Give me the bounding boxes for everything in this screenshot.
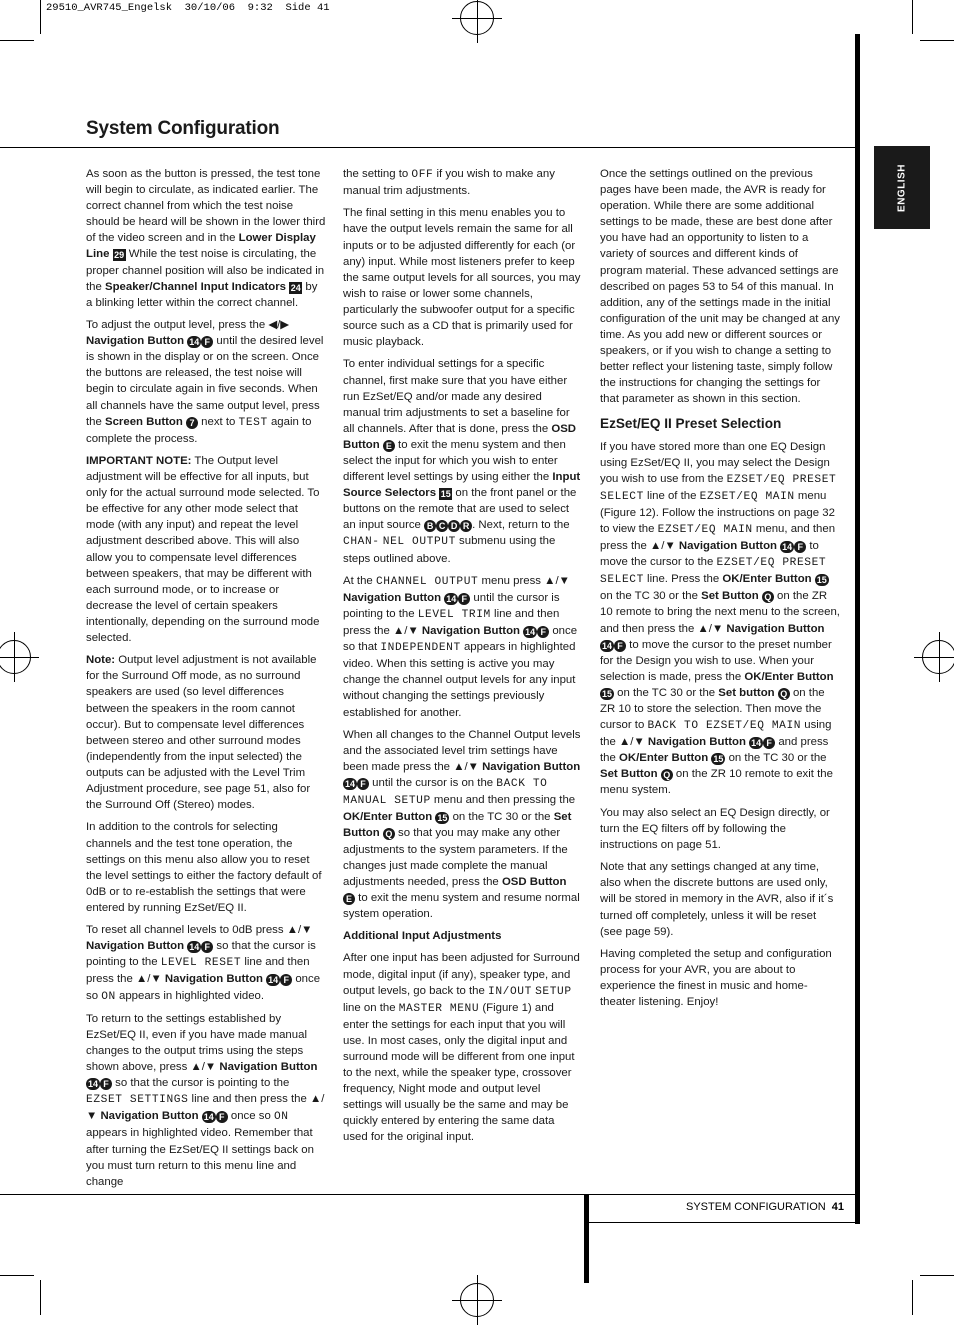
text-run: so that the cursor is pointing to the — [112, 1077, 290, 1090]
menu-term: LEVEL RESET — [160, 957, 242, 970]
menu-term: NEL OUTPUT — [382, 536, 456, 549]
menu-term: LEVEL TRIM — [417, 609, 491, 621]
text-run: Output level adjustment is not available for the Surround Off mode, as no surround speakers are used (so level differences between the speakers in the room cannot occur). But to compensate level differences between stereo and other surround modes (independently from the input selected) the outputs can be adjusted with the Level Trim Adjustment procedure, see page 51, also for the Surround Off (Stereo) modes. — [86, 654, 317, 812]
footer-rule-short — [584, 1222, 860, 1223]
registration-mark — [460, 1283, 494, 1317]
text-run: menu press — [478, 574, 545, 587]
paragraph: Having completed the setup and configuration process for your AVR, you are about to experience the finest in music and home-theater listening. Enjoy! — [600, 947, 832, 1009]
paragraph — [343, 727, 581, 922]
bold-label: Navigation Button — [482, 761, 581, 774]
text-run: line and then press the — [343, 608, 560, 638]
text-run: line on the — [343, 1001, 399, 1014]
text-run: on the ZR 10 remote to bring the next menu to the screen, and then press the — [600, 590, 840, 635]
button-badge-icon: Q — [778, 688, 790, 700]
bold-label: OK/Enter Button — [744, 670, 834, 683]
button-badge-icon: F — [458, 593, 470, 605]
text-run: on the TC 30 or the — [600, 590, 702, 603]
text-run: To reset all channel levels to 0dB press — [86, 924, 287, 937]
registration-mark — [0, 640, 31, 674]
text-run: line and then press the — [188, 1093, 310, 1106]
button-badge-icon: F — [763, 737, 775, 749]
text-run: menu, and then press the — [600, 522, 836, 553]
button-badge-icon: 14 — [782, 542, 793, 553]
text-run: appears in highlighted video. When this setting is active you may change the channel output levels for any input without changing the settings previously established for another. — [343, 641, 576, 719]
crop-mark — [912, 1280, 913, 1315]
bold-label: Navigation Button — [100, 1110, 199, 1123]
button-badge-icon: 15 — [713, 754, 724, 765]
paragraph — [343, 950, 581, 1145]
page-footer — [686, 1201, 844, 1213]
menu-term: SETUP — [535, 985, 572, 998]
menu-term: CHANNEL OUTPUT — [375, 575, 479, 588]
bold-label: Set Button — [600, 768, 658, 781]
bold-label: Navigation Button — [343, 591, 442, 604]
text-run: As soon as the button is pressed, the test tone will begin to circulate, as indicated earlier. The correct channel from which the test noise should be heard will be shown in the lower third of the video screen and in the — [86, 168, 326, 245]
button-badge-icon: F — [537, 626, 549, 638]
crop-mark — [0, 1275, 34, 1276]
paragraph — [86, 317, 326, 447]
text-run: and press the — [600, 736, 829, 765]
text-run: to move the cursor to the preset number for the Design you wish to use. When your selection is made, press the — [600, 638, 832, 683]
text-run: ▲/▼ — [86, 1093, 325, 1123]
crop-mark — [40, 0, 41, 34]
text-run: ▲/▼ — [136, 973, 162, 986]
button-badge-icon: Q — [383, 828, 395, 840]
button-badge-icon: Q — [762, 591, 774, 603]
text-run: The Output level adjustment will be effective for all inputs, but only for the actual surround mode selected. To be effective for any other mode select that mode (with any input) and repeat the level adjustment described above. This will also allow you to compensate level differences between speakers, that may be different with each surround mode, or to increase or decrease the level of certain speakers intentionally, depending on the surround mode selected. — [86, 454, 320, 644]
text-run: to exit the menu system and resume normal system operation. — [343, 891, 580, 920]
text-run: line and then press the — [86, 956, 310, 986]
button-badge-icon: F — [201, 336, 213, 348]
menu-term: BACK TO EZSET/EQ MAIN — [647, 720, 802, 733]
menu-term: EZSET/EQ PRESET — [726, 473, 837, 486]
button-badge-icon: F — [216, 1111, 228, 1123]
text-run: ◀/▶ — [268, 319, 290, 332]
text-run: If you have stored more than one EQ Design using EzSet/EQ II, you may select the Design you wish to use from the — [600, 440, 830, 485]
text-run: line of the — [643, 489, 700, 502]
button-badge-icon: F — [280, 974, 292, 986]
paragraph — [343, 356, 581, 566]
text-run: When all changes to the Channel Output levels and the associated level trim settings have been made press the — [343, 728, 581, 774]
text-run: At the — [343, 574, 376, 587]
text-run: appears in highlighted video. Remember that after turning the EzSet/EQ II settings back on you must turn return to this menu line and change — [86, 1127, 314, 1188]
menu-term: EZSET SETTINGS — [86, 1094, 189, 1107]
text-run: using the — [600, 719, 832, 749]
text-run: ▲/▼ — [650, 540, 676, 553]
bold-label: Screen Button — [105, 415, 183, 428]
text-run: (Figure 1) and enter the settings for each input that you will use. In most cases, only the digital input and surround mode will be different from one input to the next, while the speaker type, crossover frequency, Night mode and output level settings will usually be the same and may be quickly entered by entering the same data used for the original input. — [343, 1001, 575, 1144]
bold-label: Navigation Button — [219, 1061, 318, 1074]
column-3 — [600, 166, 840, 1016]
text-run: on the ZR 10 to store the selection. Then move the cursor to — [600, 686, 825, 732]
menu-term: CHAN- — [343, 536, 380, 549]
menu-term: TEST — [238, 416, 268, 429]
button-badge-icon: E — [343, 893, 355, 905]
button-badge-icon: 7 — [186, 417, 198, 429]
text-run: menu and then pressing the — [430, 794, 576, 807]
text-run: on the TC 30 or the — [614, 686, 719, 699]
button-badge-icon: 14 — [203, 1112, 214, 1123]
button-badge-icon: E — [383, 440, 395, 452]
button-badge-icon: F — [614, 640, 626, 652]
text-run: After one input has been adjusted for Surround mode, digital input (if any), speaker type, and output levels, go back to the — [343, 952, 580, 997]
text-run: ▲/▼ — [619, 736, 645, 749]
text-run: next to — [198, 415, 239, 428]
button-badge-icon: F — [794, 541, 806, 553]
text-run: to move the cursor to the — [600, 540, 819, 569]
bold-label: OK/Enter Button — [722, 573, 812, 586]
footer-section: SYSTEM CONFIGURATION — [686, 1201, 826, 1213]
page-title: System Configuration — [86, 118, 280, 139]
paragraph — [343, 573, 581, 721]
paragraph: Note that any settings changed at any time, also when the discrete buttons are used only, will be stored in memory in the AVR, also if it´s turned off completely, unless it will be reset (see page 59). — [600, 861, 834, 938]
bold-label: Navigation Button — [86, 940, 185, 953]
text-run: menu (Figure 12). Follow the instructions on page 32 to view the — [600, 489, 835, 535]
text-run: To return to the settings established by EzSet/EQ II, even if you have made manual changes to the output trims using the steps shown above, press — [86, 1012, 307, 1074]
menu-term: MASTER MENU — [398, 1002, 480, 1015]
column-2 — [343, 166, 581, 1152]
text-run: ▲/▼ — [697, 622, 724, 635]
language-tab — [874, 146, 930, 229]
page-number: 41 — [831, 1201, 844, 1213]
bold-label: OSD Button — [343, 422, 577, 451]
text-run: submenu using the steps outlined above. — [343, 535, 556, 565]
paragraph — [600, 439, 840, 799]
text-run: once so — [227, 1110, 274, 1123]
button-badge-icon: 14 — [602, 640, 613, 651]
paragraph — [86, 652, 326, 813]
text-run: To enter individual settings for a specific channel, first make sure that you have either run EzSet/EQ and/or made any desired manual trim adjustments to set a baseline for all channels. After that is done, press the — [343, 358, 570, 435]
button-badge-icon: 15 — [816, 575, 827, 586]
paragraph — [86, 166, 326, 311]
text-run: appears in highlighted video. — [115, 989, 265, 1002]
text-run: until the cursor is pointing to the — [343, 591, 560, 620]
text-run: so that the cursor is pointing to the — [86, 940, 316, 969]
button-badge-icon: R — [460, 520, 472, 532]
text-run: by a blinking letter within the correct channel. — [86, 280, 318, 309]
menu-term: MANUAL SETUP — [343, 795, 431, 808]
text-run: ▲/▼ — [393, 625, 419, 638]
text-run: To adjust the output level, press the — [86, 319, 269, 332]
column-1 — [86, 166, 326, 1196]
menu-term: EZSET/EQ MAIN — [657, 523, 753, 536]
bold-label: Set Button — [701, 590, 759, 603]
bold-label: Navigation Button — [647, 736, 746, 749]
button-badge-icon: B — [424, 520, 436, 532]
menu-term: ON — [273, 1111, 289, 1124]
text-run: ▲/▼ — [453, 761, 479, 774]
bold-label: Set button — [718, 686, 775, 699]
menu-term: INDEPENDENT — [380, 642, 461, 655]
menu-term: SELECT — [600, 490, 644, 503]
text-run: once so — [86, 973, 321, 1002]
bold-label: OSD Button — [501, 875, 567, 888]
bold-label: OK/Enter Button — [343, 811, 433, 824]
text-run: ▲/▼ — [544, 574, 570, 587]
text-run: the setting to — [343, 168, 412, 180]
text-run: to exit the menu system and then select the input for which you wish to enter different level settings by using either the — [343, 438, 566, 484]
menu-term: EZSET/EQ MAIN — [699, 490, 795, 503]
text-run: While the test noise is circulating, the proper channel position will also be indicated in the — [86, 248, 325, 293]
paragraph — [343, 166, 581, 199]
paragraph — [86, 922, 326, 1004]
bold-label: Note: — [86, 654, 116, 667]
menu-term: EZSET/EQ PRESET SELECT — [600, 557, 827, 587]
print-header: 29510_AVR745_Engelsk 30/10/06 9:32 Side 41 — [46, 2, 330, 14]
button-badge-icon: 14 — [189, 337, 200, 348]
bold-label: Navigation Button — [678, 540, 777, 553]
section-heading: EzSet/EQ II Preset Selection — [600, 416, 782, 432]
text-run: if you wish to make any manual trim adjustments. — [343, 168, 555, 198]
bold-label: OK/Enter Button — [619, 752, 709, 765]
menu-term: BACK TO — [496, 778, 548, 791]
button-badge-icon: F — [357, 778, 369, 790]
bold-label: Input Source Selectors — [343, 471, 581, 500]
menu-term: IN/OUT — [488, 985, 532, 998]
text-run: once so that — [343, 625, 578, 654]
crop-mark — [920, 40, 954, 41]
bold-label: Navigation Button — [86, 335, 185, 348]
button-badge-icon: F — [100, 1078, 112, 1090]
button-badge-icon: 14 — [268, 975, 279, 986]
bold-label: Navigation Button — [726, 622, 825, 635]
menu-term: ON — [101, 990, 116, 1003]
text-run: on the front panel or the buttons on the remote that are used to select an input source — [343, 487, 577, 532]
language-tab-label: ENGLISH — [896, 163, 908, 212]
bold-label: Speaker/Channel Input Indicators — [105, 280, 287, 293]
button-badge-icon: 14 — [525, 627, 536, 638]
button-badge-icon: 15 — [437, 813, 448, 824]
button-badge-icon: F — [201, 941, 213, 953]
paragraph — [86, 1011, 326, 1190]
paragraph — [86, 453, 326, 646]
badge-24: 24 — [290, 282, 301, 293]
text-run: so that you may make any other adjustments to the system parameters. If the changes just made complete the manual adjustments needed, press the — [343, 827, 568, 888]
button-badge-icon: 14 — [345, 779, 356, 790]
crop-mark — [40, 1280, 41, 1315]
paragraph: The final setting in this menu enables you to have the output levels remain the same for all inputs or to be adjusted differently for each (or any) input. While most listeners prefer to keep the same output levels for all sources, you may wish to raise or lower some channels, particularly the subwoofer output for a specific source such as a CD that is primarily used for music playback. — [343, 207, 581, 349]
footer-vertical-bar — [584, 1195, 589, 1283]
crop-mark — [920, 1275, 954, 1276]
bold-label: IMPORTANT NOTE: — [86, 454, 192, 467]
bold-label: Lower Display Line — [86, 232, 316, 261]
bold-label: Navigation Button — [164, 973, 263, 986]
text-run: line. Press the — [643, 573, 723, 586]
subheading: Additional Input Adjustments — [343, 930, 502, 943]
text-run: ▲/▼ — [190, 1061, 217, 1074]
button-badge-icon: 14 — [446, 593, 457, 604]
text-run: until the cursor is on the — [369, 777, 497, 790]
text-run: . Next, return to the — [472, 519, 570, 532]
button-badge-icon: 15 — [440, 489, 451, 500]
header-rule — [0, 147, 858, 148]
badge-29: 29 — [114, 250, 125, 261]
button-badge-icon: 14 — [751, 738, 762, 749]
crop-mark — [912, 0, 913, 34]
button-badge-icon: 14 — [189, 942, 200, 953]
text-run: on the TC 30 or the — [725, 752, 827, 765]
button-badge-icon: 14 — [88, 1079, 99, 1090]
button-badge-icon: C — [436, 520, 448, 532]
button-badge-icon: D — [448, 520, 460, 532]
text-run: on the TC 30 or the — [449, 811, 554, 824]
button-badge-icon: 15 — [602, 688, 613, 699]
menu-term: OFF — [411, 169, 434, 181]
paragraph: You may also select an EQ Design directly, or turn the EQ filters off by following the instructions on page 51. — [600, 806, 830, 851]
text-run: again to complete the process. — [86, 415, 312, 445]
paragraph: Once the settings outlined on the previous pages have been made, the AVR is ready for operation. While there are some additional settings to be made, these are best done after you have had an opportunity to listen to a variety of sources and different kinds of program material. These advanced settings are described on pages 53 to 54 of this manual. In addition, any of the settings made in the initial configuration of the unit may be changed at any time. As you add new or different sources or speakers, or if you wish to change a setting to better reflect your listening taste, simply follow the instructions for changing the settings for that parameter as shown in this section. — [600, 168, 840, 406]
registration-mark — [922, 640, 954, 674]
text-run: until the desired level is shown in the display or on the screen. Once the buttons are released, the test noise will begin to circulate again in five seconds. When all channels have the same output level, press the — [86, 335, 324, 428]
right-vertical-bar — [855, 34, 860, 1224]
registration-mark — [460, 1, 494, 35]
bold-label: Set Button — [343, 811, 572, 840]
crop-mark — [0, 40, 34, 41]
paragraph: In addition to the controls for selecting channels and the test tone operation, the settings on this menu also allow you to reset the level settings to either the factory default of 0dB or to re-establish the settings that were entered by running EzSet/EQ II. — [86, 821, 322, 914]
text-run: ▲/▼ — [286, 924, 313, 937]
button-badge-icon: Q — [661, 769, 673, 781]
bold-label: Navigation Button — [421, 625, 520, 638]
text-run: on the ZR 10 remote to exit the menu system. — [600, 768, 833, 797]
